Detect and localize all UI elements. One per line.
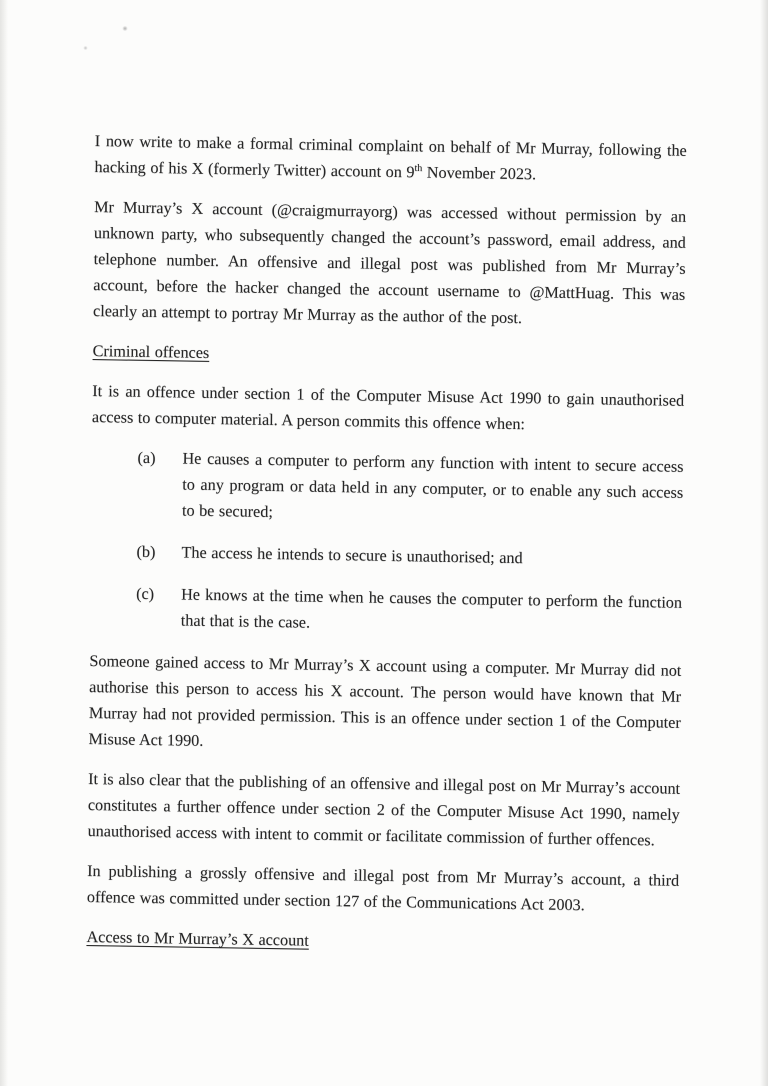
offence-condition-c (90, 580, 682, 642)
complaint-intro-date-tail: November 2023. (422, 163, 537, 184)
scanner-edge-shading-left (0, 0, 8, 1086)
paragraph-section2-offence: It is also clear that the publishing of an offensive and illegal post on Mr Murray’s account constitutes a further offence under section 2 of the Computer Misuse Act 1990, namely unauthorised access with intent to commit or facilitate commission of further offences. (87, 769, 681, 850)
offence-condition-a-label: (a) (137, 448, 156, 468)
letter-body (86, 128, 687, 974)
paragraph-hack-details: Mr Murray’s X account (@craigmurrayorg) was accessed without permission by an unknown party, who subsequently changed the account’s password, email address, and telephone number. An offensive and illegal post was published from Mr Murray’s account, before the hacker changed the account username to @MattHuag. This was clearly an attempt to portray Mr Murray as the author of the post. (92, 197, 687, 328)
paragraph-complaint-intro (94, 128, 686, 190)
paragraph-section127-offence: In publishing a grossly offensive and illegal post from Mr Murray’s account, a third offence was committed under section 127 of the Communications Act 2003. (86, 861, 680, 915)
scan-artifact-speck (122, 26, 128, 31)
scan-artifact-speck (83, 46, 88, 50)
complaint-intro-text: I now write to make a formal criminal complaint on behalf of Mr Murray, following the hacking of his X (formerly Twitter) account on 9 (94, 131, 687, 182)
heading-access-account: Access to Mr Murray’s X account (86, 927, 309, 950)
offence-condition-a (91, 444, 684, 532)
paragraph-section1-analysis: Someone gained access to Mr Murray’s X account using a computer. Mr Murray did not authorise this person to access his X account. The person would have known that Mr Murray had not provided permission. This is an offence under section 1 of the Computer Misuse Act 1990. (88, 651, 682, 750)
offence-condition-b-text: The access he intends to secure is unauthorised; and (181, 543, 523, 568)
offence-condition-b (90, 538, 682, 574)
paragraph-section1-intro: It is an offence under section 1 of the Computer Misuse Act 1990 to gain unauthorised access to computer material. A person commits this offence when: (91, 381, 685, 434)
heading-criminal-offences: Criminal offences (92, 341, 210, 362)
offence-condition-a-text: He causes a computer to perform any function with intent to secure access to any program or data held in any computer, or to enable any such access to be secured; (181, 449, 684, 521)
offence-condition-b-label: (b) (136, 542, 156, 562)
offence-condition-c-text: He knows at the time when he causes the computer to perform the function that that is the case. (180, 585, 683, 632)
scanner-edge-shading-right (760, 0, 768, 1086)
date-ordinal-suffix: th (414, 162, 423, 175)
offence-condition-c-label: (c) (136, 584, 155, 604)
